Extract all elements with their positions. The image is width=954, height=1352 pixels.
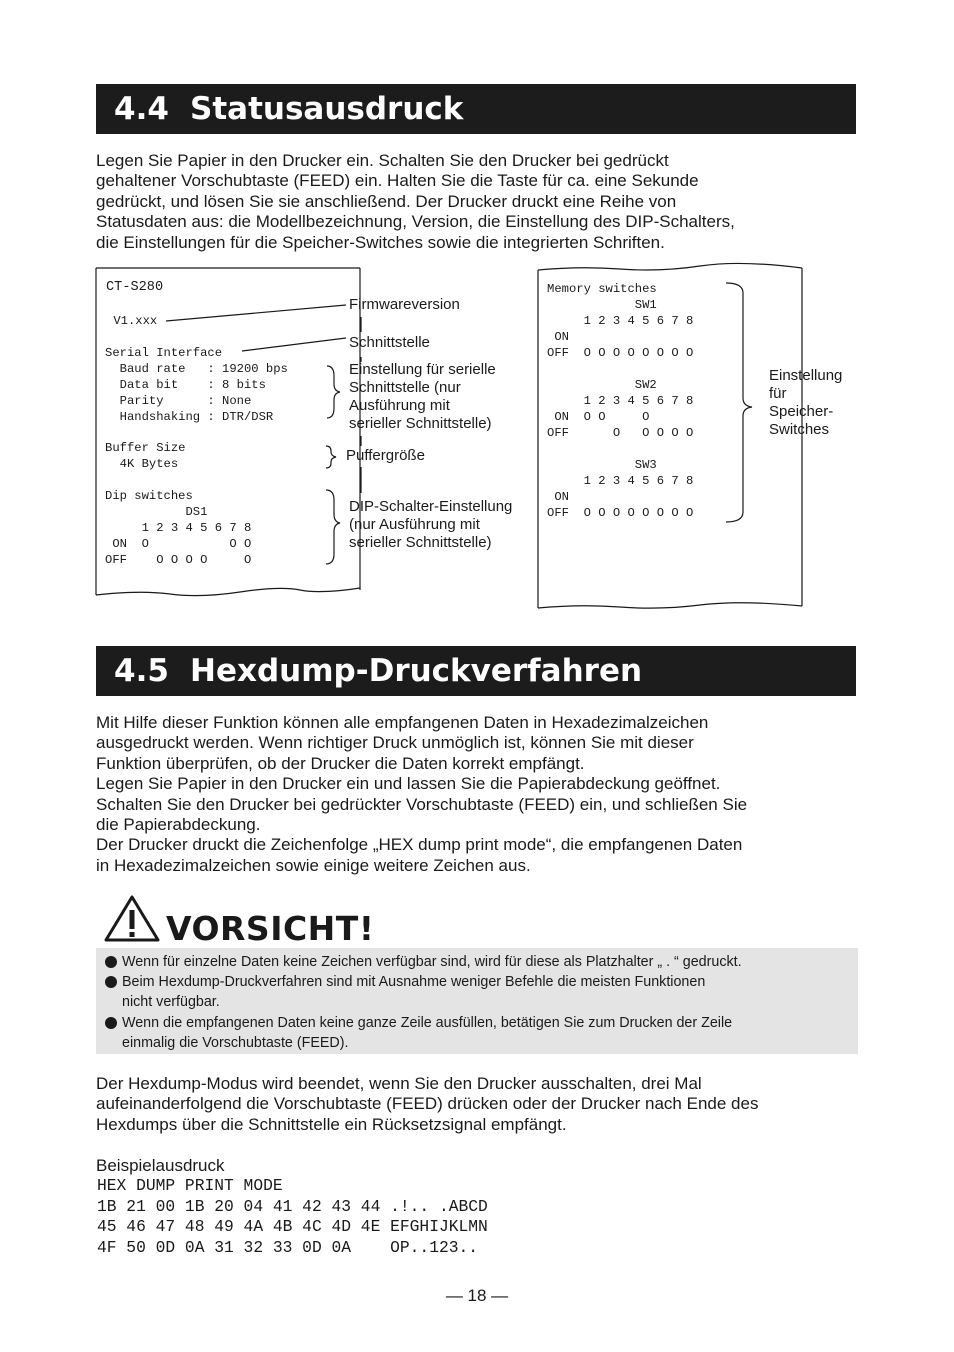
text-line: Legen Sie Papier in den Drucker ein und lassen Sie die Papierabdeckung geöffnet. — [96, 774, 721, 794]
label-text: Firmwareversion — [349, 296, 460, 313]
receipt-line: ON — [547, 490, 569, 504]
hex-line: 4F 50 0D 0A 31 32 33 0D 0A OP..123.. — [97, 1237, 479, 1257]
receipt-line: 1 2 3 4 5 6 7 8 — [105, 521, 252, 535]
receipt-line: DS1 — [105, 505, 208, 519]
text-line: gedrückt, und lösen Sie sie anschließend. Der Drucker druckt eine Reihe von — [96, 191, 677, 211]
section-title: Hexdump-Druckverfahren — [190, 653, 643, 689]
receipt-line: Handshaking : DTR/DSR — [105, 410, 274, 424]
receipt-line: ON O O O — [547, 410, 650, 424]
warning-icon — [103, 894, 161, 944]
hex-line: 45 46 47 48 49 4A 4B 4C 4D 4E EFGHIJKLMN — [97, 1217, 488, 1236]
text-line: gehaltener Vorschubtaste (FEED) ein. Halten Sie die Taste für ca. eine Sekunde — [96, 171, 699, 191]
text-line: Statusdaten aus: die Modellbezeichnung, Version, die Einstellung des DIP-Schalters, — [96, 212, 735, 232]
label-text: Switches — [769, 421, 830, 438]
label-text: Ausführung mit — [349, 397, 450, 414]
bullet-text: Wenn die empfangenen Daten keine ganze Zeile ausfüllen, betätigen Sie zum Drucken der Zeile — [122, 1015, 733, 1031]
section-number: 4.4 — [114, 91, 169, 127]
receipt-version: V1.xxx — [106, 314, 158, 328]
bullet-icon — [105, 976, 117, 988]
hexdump-end-text — [96, 1074, 858, 1135]
text-line: aufeinanderfolgend die Vorschubtaste (FEED) drücken oder der Drucker nach Ende des — [96, 1094, 759, 1114]
label-text: Schnittstelle — [349, 334, 430, 351]
hexdump-example — [97, 1176, 488, 1258]
receipt-line: OFF O O O O O O O O — [547, 506, 694, 520]
receipt-buffer-block — [105, 440, 185, 472]
text-line: Beispielausdruck — [96, 1156, 225, 1175]
text-line: Legen Sie Papier in den Drucker ein. Schalten Sie den Drucker bei gedrückt — [96, 151, 669, 170]
receipt-line: ON — [547, 330, 569, 344]
label-text: Speicher- — [769, 403, 834, 420]
receipt-line: OFF O O O O O — [105, 553, 252, 567]
label-text: Puffergröße — [346, 447, 425, 464]
receipt-line: OFF O O O O O — [547, 426, 694, 440]
receipt-line: 1 2 3 4 5 6 7 8 — [547, 394, 694, 408]
bullet-icon — [105, 956, 117, 968]
text-line: Hexdumps über die Schnittstelle ein Rücksetzsignal empfängt. — [96, 1114, 567, 1134]
receipt-line: 1 2 3 4 5 6 7 8 — [547, 474, 694, 488]
section-title: Statusausdruck — [190, 91, 464, 127]
receipt-line: SW1 — [547, 298, 657, 312]
label-text: für — [769, 385, 787, 402]
example-label — [96, 1156, 858, 1176]
label-text: DIP-Schalter-Einstellung — [349, 498, 513, 515]
label-text: Einstellung für serielle — [349, 361, 496, 378]
text-line: Der Drucker druckt die Zeichenfolge „HEX dump print mode“, die empfangenen Daten — [96, 835, 743, 855]
text-line: Mit Hilfe dieser Funktion können alle empfangenen Daten in Hexadezimalzeichen — [96, 713, 709, 732]
receipt-line: Parity : None — [105, 394, 252, 408]
text-line: in Hexadezimalzeichen sowie einige weitere Zeichen aus. — [96, 855, 531, 875]
receipt-dip-block — [105, 488, 251, 568]
section-4-5-intro — [96, 713, 858, 876]
label-dip-setting — [349, 498, 512, 552]
receipt-line: SW2 — [547, 378, 657, 392]
label-buffer — [346, 447, 425, 465]
label-memory-setting — [769, 367, 842, 439]
page-number: — 18 — — [445, 1286, 509, 1305]
receipt-line: ON O O O — [105, 537, 252, 551]
receipt-line: Memory switches — [547, 282, 657, 296]
receipt-line: Dip switches — [105, 489, 193, 503]
receipt-line: SW3 — [547, 458, 657, 472]
hex-line: HEX DUMP PRINT MODE — [97, 1176, 283, 1195]
receipt-memory-block — [547, 281, 693, 521]
caution-title: VORSICHT! — [166, 909, 375, 948]
label-serial-setting — [349, 361, 496, 433]
bullet-text: nicht verfügbar. — [122, 994, 220, 1010]
receipt-serial-block — [105, 345, 288, 425]
label-text: (nur Ausführung mit — [349, 516, 480, 533]
receipt-line: OFF O O O O O O O O — [547, 346, 694, 360]
bullet-text: einmalig die Vorschubtaste (FEED). — [122, 1035, 349, 1051]
text-line: die Papierabdeckung. — [96, 815, 261, 835]
label-interface — [349, 334, 430, 352]
bullet-icon — [105, 1017, 117, 1029]
hex-line: 1B 21 00 1B 20 04 41 42 43 44 .!.. .ABCD — [97, 1196, 488, 1216]
text-line: Der Hexdump-Modus wird beendet, wenn Sie den Drucker ausschalten, drei Mal — [96, 1074, 702, 1093]
text-line: ausgedruckt werden. Wenn richtiger Druck unmöglich ist, können Sie mit dieser — [96, 733, 694, 753]
bullet-text: Beim Hexdump-Druckverfahren sind mit Ausnahme weniger Befehle die meisten Funktionen — [122, 974, 706, 990]
receipt-line: Serial Interface — [105, 346, 223, 360]
receipt-line — [547, 361, 693, 377]
receipt-line: Buffer Size — [105, 441, 186, 455]
receipt-line: 1 2 3 4 5 6 7 8 — [547, 314, 694, 328]
text-line: die Einstellungen für die Speicher-Switches sowie die integrierten Schriften. — [96, 232, 665, 252]
text-line: Schalten Sie den Drucker bei gedrückter Vorschubtaste (FEED) ein, und schließen Sie — [96, 794, 748, 814]
section-4-5-header — [96, 646, 856, 696]
label-text: Einstellung — [769, 367, 843, 384]
receipt-model: CT-S280 — [106, 280, 164, 295]
bullet-text: Wenn für einzelne Daten keine Zeichen verfügbar sind, wird für diese als Platzhalter „ . “ gedruckt. — [122, 954, 742, 970]
text-line: Funktion überprüfen, ob der Drucker die Daten korrekt empfängt. — [96, 753, 585, 773]
receipt-line: 4K Bytes — [105, 457, 179, 471]
label-text: serieller Schnittstelle) — [349, 534, 492, 551]
label-text: Schnittstelle (nur — [349, 379, 461, 396]
receipt-line: Data bit : 8 bits — [105, 378, 266, 392]
label-firmware — [349, 296, 460, 314]
caution-box — [96, 948, 858, 1054]
receipt-line: Baud rate : 19200 bps — [105, 362, 288, 376]
receipt-line — [547, 441, 693, 457]
label-text: serieller Schnittstelle) — [349, 415, 492, 432]
section-number: 4.5 — [114, 653, 169, 689]
